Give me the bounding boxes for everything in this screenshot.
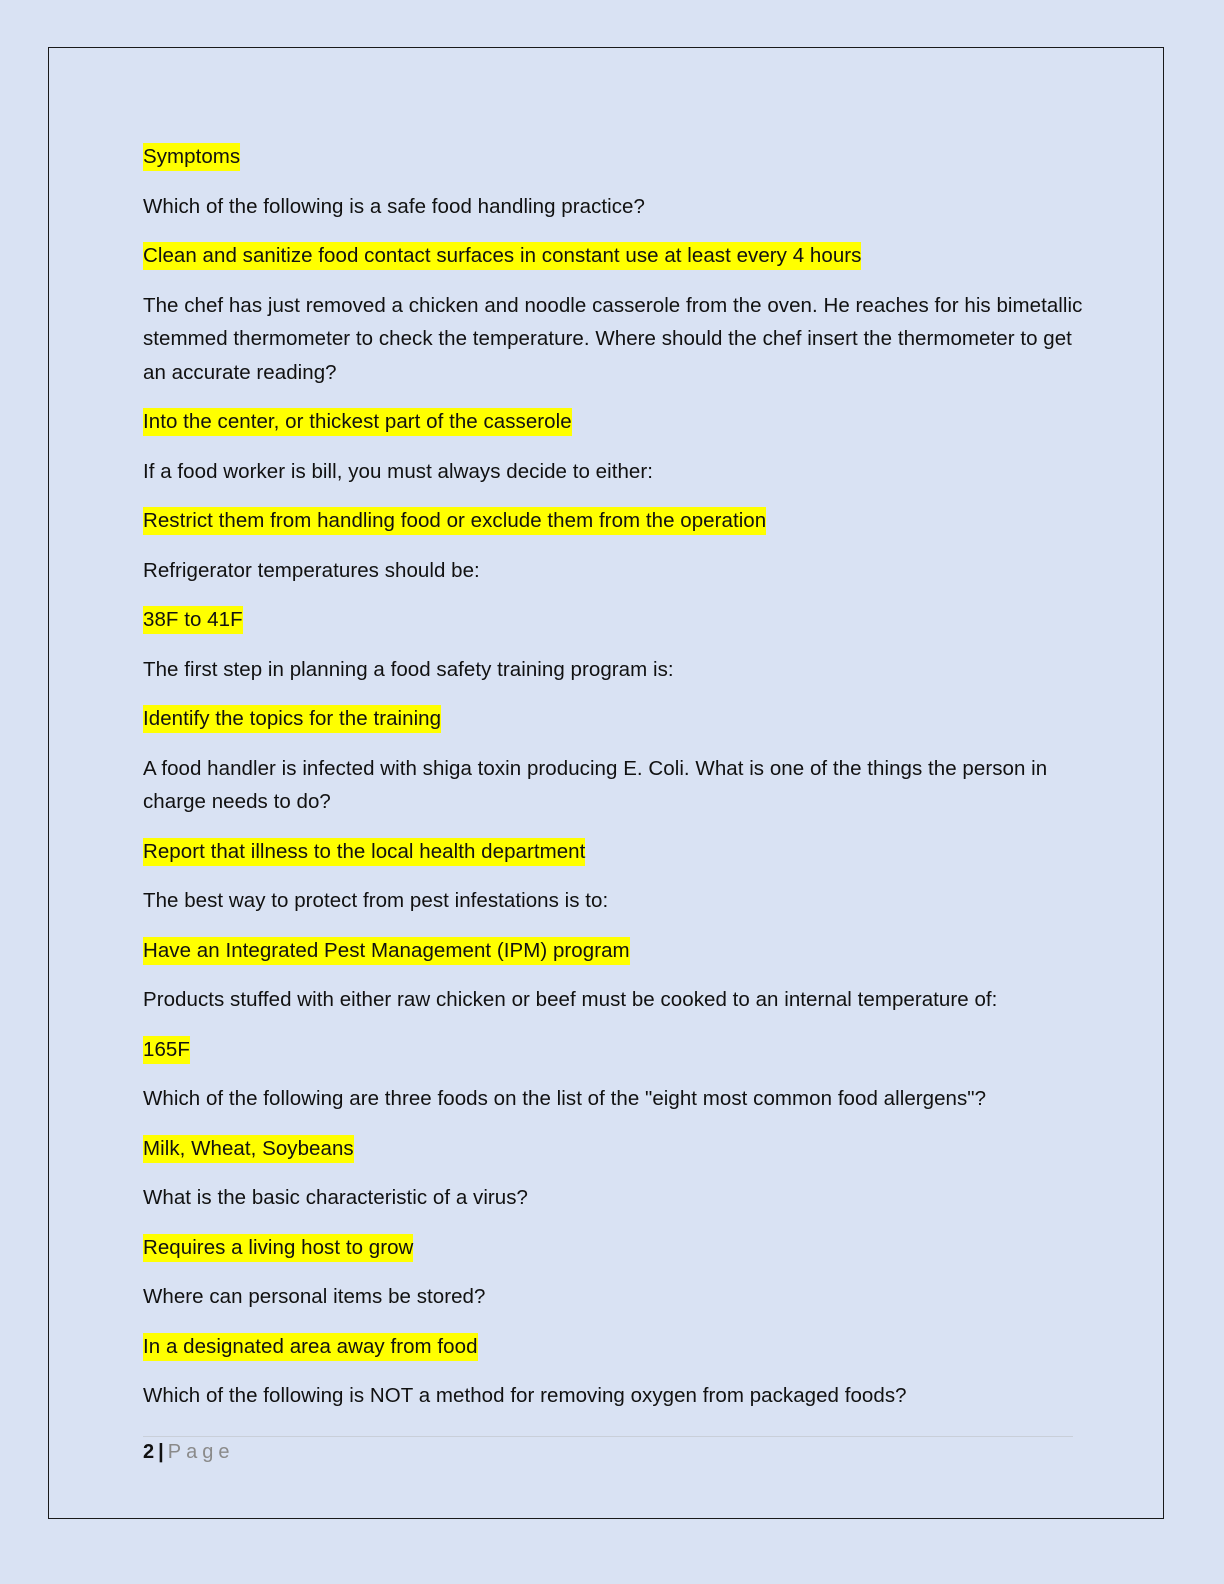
question-paragraph (143, 1379, 1083, 1413)
question-text: A food handler is infected with shiga toxin producing E. Coli. What is one of the things the person in charge needs to do? (143, 756, 1048, 813)
highlighted-answer-text: Restrict them from handling food or exclude them from the operation (143, 507, 766, 535)
answer-paragraph (143, 239, 1083, 273)
answer-paragraph (143, 1231, 1083, 1265)
question-paragraph (143, 1082, 1083, 1116)
highlighted-answer-text: Clean and sanitize food contact surfaces in constant use at least every 4 hours (143, 242, 861, 270)
highlighted-answer-text: Milk, Wheat, Soybeans (143, 1135, 354, 1163)
highlighted-answer-text: Requires a living host to grow (143, 1234, 413, 1262)
highlighted-answer-text: Into the center, or thickest part of the casserole (143, 408, 572, 436)
answer-paragraph (143, 603, 1083, 637)
highlighted-answer-text: Report that illness to the local health department (143, 838, 585, 866)
question-text: Where can personal items be stored? (143, 1285, 486, 1308)
question-paragraph (143, 1181, 1083, 1215)
question-text: Which of the following are three foods on the list of the "eight most common food allergens"? (143, 1087, 987, 1110)
answer-paragraph (143, 405, 1083, 439)
answer-paragraph (143, 702, 1083, 736)
answer-paragraph (143, 504, 1083, 538)
highlighted-answer-text: Symptoms (143, 143, 240, 171)
footer-separator: | (158, 1441, 164, 1463)
question-paragraph (143, 190, 1083, 224)
question-text: Which of the following is NOT a method for removing oxygen from packaged foods? (143, 1384, 907, 1407)
page-label: Page (167, 1441, 235, 1463)
question-text: The best way to protect from pest infestations is to: (143, 889, 609, 912)
answer-paragraph (143, 1330, 1083, 1364)
highlighted-answer-text: Have an Integrated Pest Management (IPM) program (143, 937, 630, 965)
question-text: Refrigerator temperatures should be: (143, 558, 480, 582)
question-paragraph (143, 554, 1083, 588)
document-body (143, 140, 1083, 1429)
question-text: The chef has just removed a chicken and noodle casserole from the oven. He reaches for his bimetallic stemmed thermometer to check the temperature. Where should the chef insert the thermometer to get an accurate reading? (143, 293, 1083, 384)
highlighted-answer-text: Identify the topics for the training (143, 705, 441, 733)
highlighted-answer-text: In a designated area away from food (143, 1333, 478, 1361)
question-text: The first step in planning a food safety training program is: (143, 657, 674, 681)
question-paragraph (143, 752, 1083, 819)
question-paragraph (143, 289, 1083, 390)
question-text: Which of the following is a safe food handling practice? (143, 194, 645, 218)
answer-paragraph (143, 1033, 1083, 1067)
answer-paragraph (143, 934, 1083, 968)
question-text: If a food worker is bill, you must always decide to either: (143, 459, 653, 483)
highlighted-answer-text: 38F to 41F (143, 606, 243, 634)
question-paragraph (143, 455, 1083, 489)
answer-paragraph (143, 140, 1083, 174)
highlighted-answer-text: 165F (143, 1036, 190, 1064)
question-paragraph (143, 653, 1083, 687)
question-paragraph (143, 1280, 1083, 1314)
question-text: Products stuffed with either raw chicken or beef must be cooked to an internal temperature of: (143, 988, 998, 1011)
page-number: 2 (143, 1441, 155, 1463)
page-footer (143, 1436, 1073, 1464)
answer-paragraph (143, 1132, 1083, 1166)
question-text: What is the basic characteristic of a virus? (143, 1186, 529, 1209)
question-paragraph (143, 884, 1083, 918)
answer-paragraph (143, 835, 1083, 869)
question-paragraph (143, 983, 1083, 1017)
